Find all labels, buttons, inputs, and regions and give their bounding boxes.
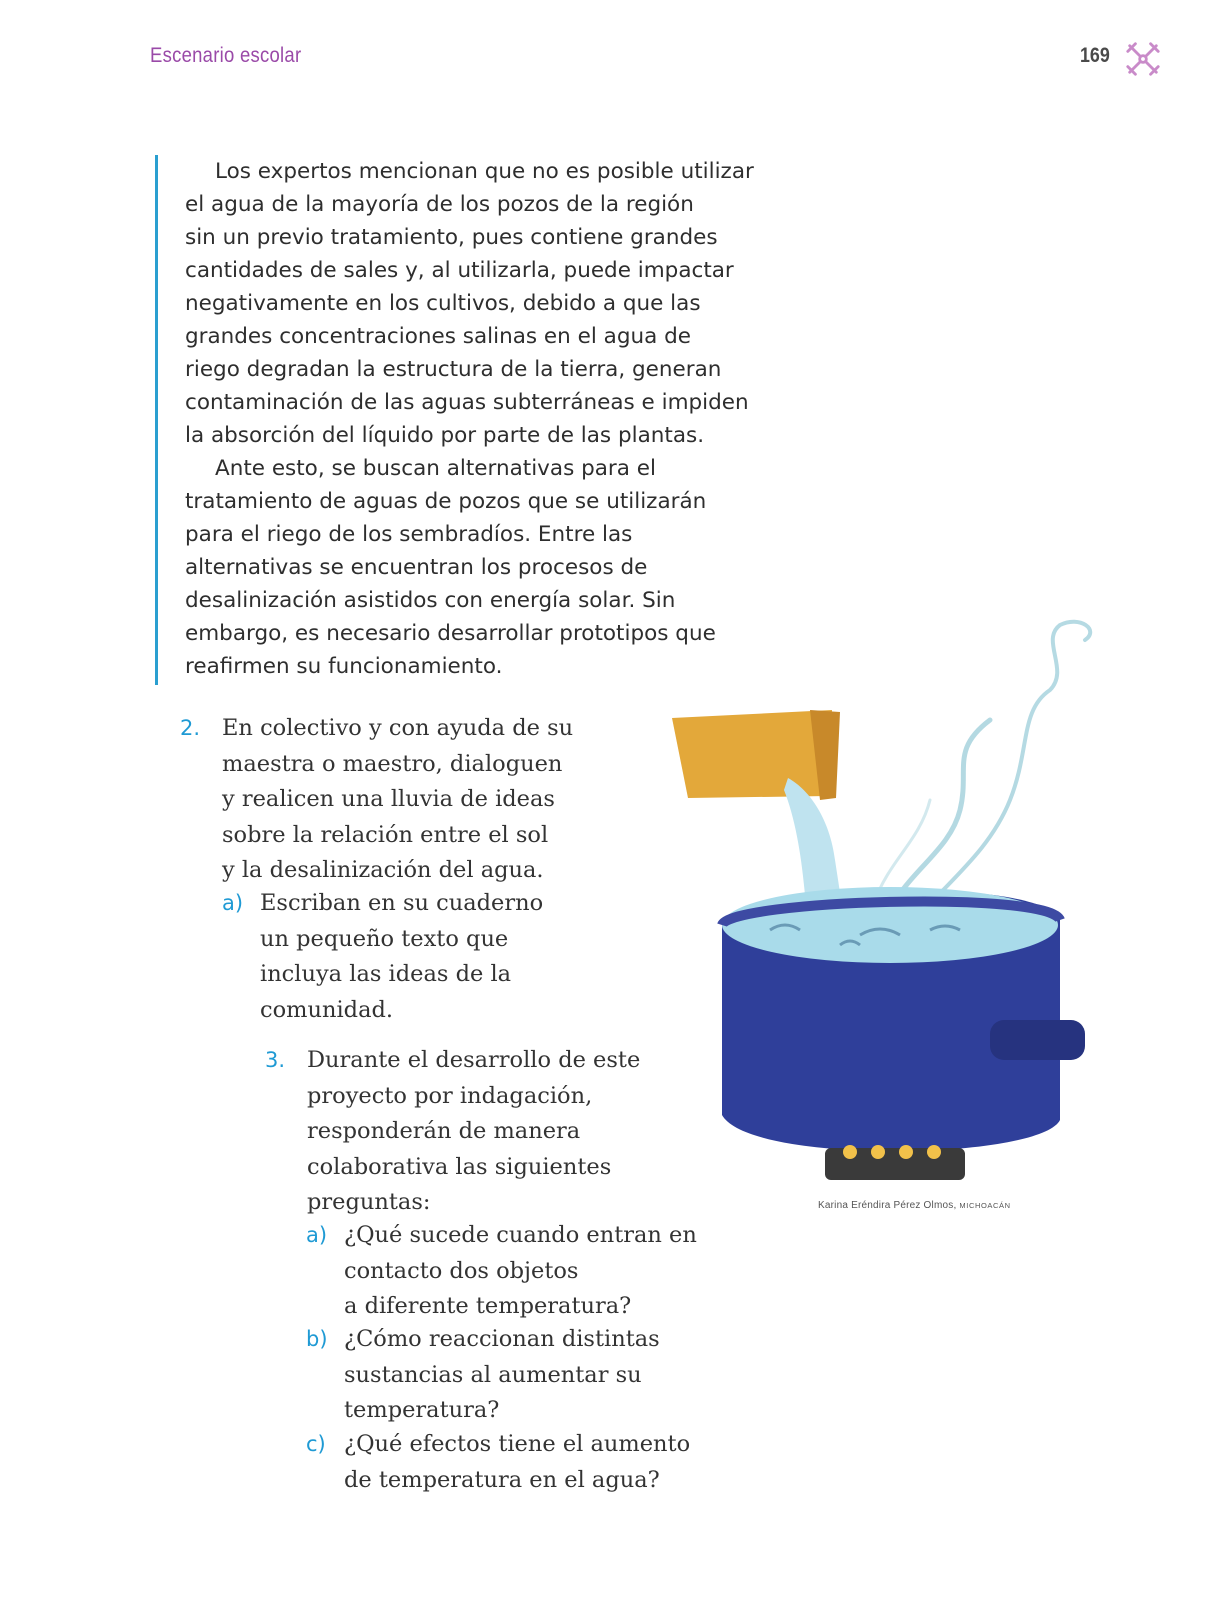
text-line: para el riego de los sembradíos. Entre las <box>185 522 633 547</box>
text-line: preguntas: <box>307 1189 431 1215</box>
text-line: un pequeño texto que <box>260 925 509 952</box>
stove-burner-icon <box>825 1145 965 1180</box>
running-head: Escenario escolar <box>150 44 302 67</box>
cup-icon <box>672 710 840 800</box>
woven-star-icon <box>1124 40 1162 78</box>
text-line: responderán de manera <box>307 1118 581 1144</box>
text-line: alternativas se encuentran los procesos de <box>185 555 648 580</box>
activity-2-item-a <box>222 886 622 1031</box>
text-line: grandes concentraciones salinas en el agua de <box>185 324 691 349</box>
text-line: cantidades de sales y, al utilizarla, puede impactar <box>185 258 734 283</box>
item-label: a) <box>222 891 244 915</box>
item-label: c) <box>306 1432 326 1456</box>
credit-place: MICHOACÁN <box>959 1201 1011 1210</box>
intro-paragraph-1 <box>185 155 850 452</box>
page-number: 169 <box>1080 44 1110 67</box>
text-line: maestra o maestro, dialoguen <box>222 750 563 777</box>
activity-3-question-c <box>306 1427 736 1502</box>
text-line: ¿Qué efectos tiene el aumento <box>344 1431 691 1457</box>
item-label: b) <box>306 1327 328 1351</box>
activity-number: 3. <box>265 1048 286 1072</box>
text-line: sustancias al aumentar su <box>344 1361 642 1388</box>
text-line: y la desalinización del agua. <box>222 857 544 883</box>
text-line: incluya las ideas de la <box>260 961 512 987</box>
activity-3-question-b <box>306 1322 736 1430</box>
text-line: la absorción del líquido por parte de las plantas. <box>185 423 705 448</box>
text-line: Los expertos mencionan que no es posible utilizar <box>215 159 754 184</box>
activity-3-question-a <box>306 1218 736 1326</box>
text-line: contacto dos objetos <box>344 1257 579 1284</box>
text-line: riego degradan la estructura de la tierra, generan <box>185 357 722 382</box>
text-line: colaborativa las siguientes <box>307 1153 612 1180</box>
text-line: negativamente en los cultivos, debido a que las <box>185 291 701 316</box>
text-line: ¿Qué sucede cuando entran en <box>344 1222 697 1248</box>
text-line: y realicen una lluvia de ideas <box>222 786 555 812</box>
text-line: Durante el desarrollo de este <box>307 1047 641 1073</box>
activity-number: 2. <box>180 716 201 740</box>
text-line: temperatura? <box>344 1397 500 1423</box>
text-line: Escriban en su cuaderno <box>260 890 544 916</box>
pot-illustration <box>660 600 1110 1190</box>
text-line: En colectivo y con ayuda de su <box>222 715 574 741</box>
text-line: comunidad. <box>260 996 394 1023</box>
credit-name: Karina Eréndira Pérez Olmos, <box>818 1200 957 1211</box>
text-line: sobre la relación entre el sol <box>222 821 549 848</box>
text-line: a diferente temperatura? <box>344 1293 632 1319</box>
text-line: ¿Cómo reaccionan distintas <box>344 1326 660 1352</box>
text-line: contaminación de las aguas subterráneas e impiden <box>185 390 749 415</box>
pot-icon <box>722 887 1085 1151</box>
steam-icon <box>875 622 1090 920</box>
text-line: sin un previo tratamiento, pues contiene grandes <box>185 225 718 250</box>
text-line: tratamiento de aguas de pozos que se utilizarán <box>185 489 707 514</box>
text-line: proyecto por indagación, <box>307 1082 593 1109</box>
activity-3 <box>265 1043 685 1223</box>
text-line: reafirmen su funcionamiento. <box>185 654 503 679</box>
text-line: el agua de la mayoría de los pozos de la región <box>185 192 694 217</box>
text-line: desalinización asistidos con energía solar. Sin <box>185 588 676 613</box>
text-line: embargo, es necesario desarrollar prototipos que <box>185 621 716 646</box>
illustration-credit <box>818 1200 1011 1211</box>
activity-2 <box>180 711 650 891</box>
text-line: de temperatura en el agua? <box>344 1466 660 1493</box>
text-line: Ante esto, se buscan alternativas para el <box>215 456 656 481</box>
item-label: a) <box>306 1223 328 1247</box>
